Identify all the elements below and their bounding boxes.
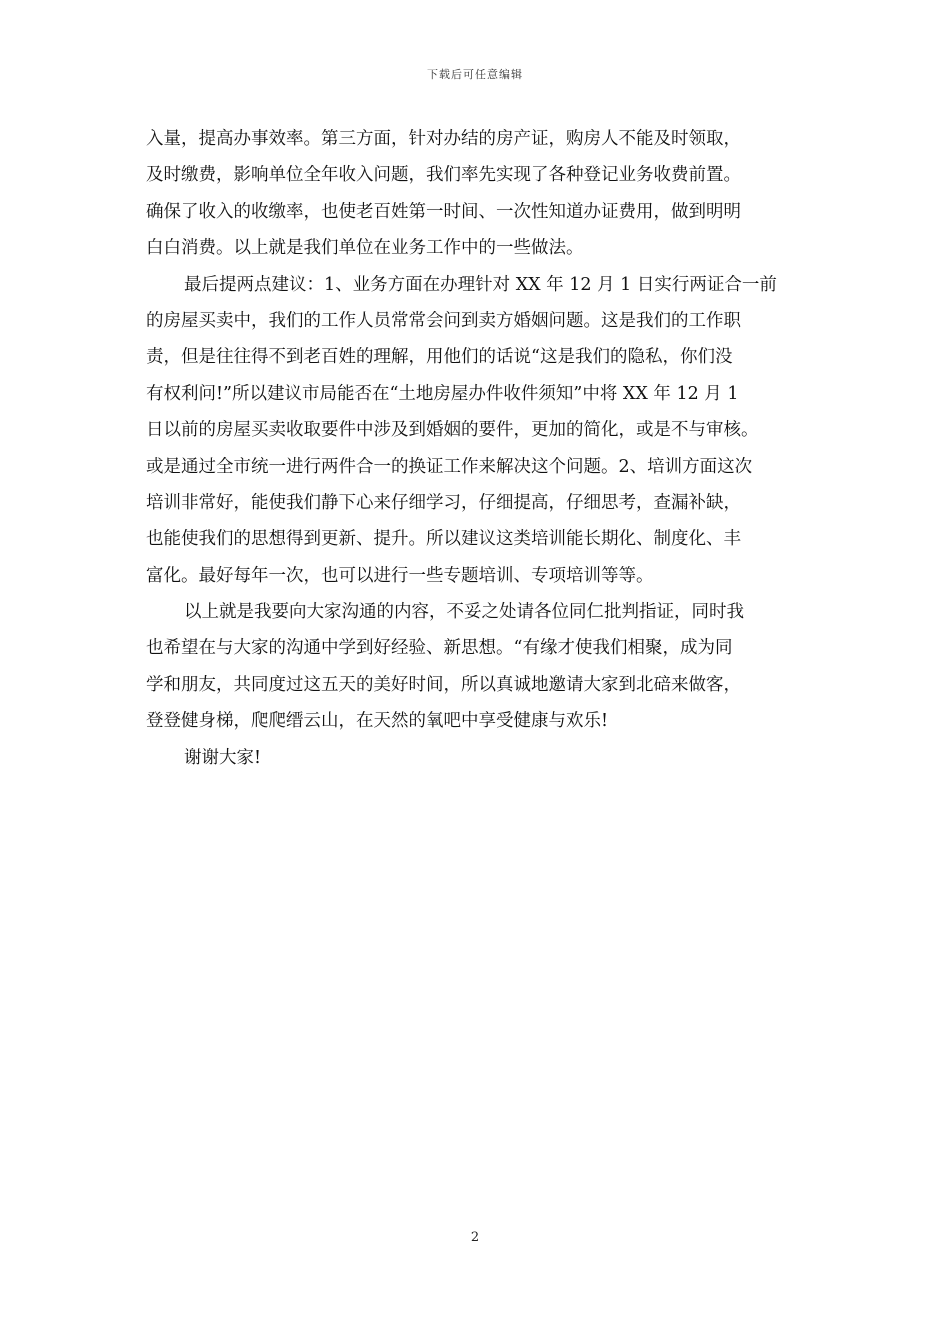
body-line: 的房屋买卖中，我们的工作人员常常会问到卖方婚姻问题。这是我们的工作职	[146, 310, 741, 331]
body-line: 有权利问!”所以建议市局能否在“土地房屋办件收件须知”中将 XX 年 12 月 1	[146, 383, 739, 404]
body-line: 也能使我们的思想得到更新、提升。所以建议这类培训能长期化、制度化、丰	[146, 529, 741, 550]
page-header: 下载后可任意编辑	[427, 68, 523, 81]
body-line: 或是通过全市统一进行两件合一的换证工作来解决这个问题。2、培训方面这次	[146, 456, 753, 477]
body-line: 及时缴费，影响单位全年收入问题，我们率先实现了各种登记业务收费前置。	[146, 165, 741, 186]
closing-line: 谢谢大家!	[184, 747, 262, 768]
body-line: 学和朋友，共同度过这五天的美好时间，所以真诚地邀请大家到北碚来做客，	[146, 674, 741, 695]
body-line: 确保了收入的收缴率，也使老百姓第一时间、一次性知道办证费用，做到明明	[146, 201, 741, 222]
body-line: 入量，提高办事效率。第三方面，针对办结的房产证，购房人不能及时领取，	[146, 129, 741, 149]
body-line: 富化。最好每年一次，也可以进行一些专题培训、专项培训等等。	[146, 565, 654, 586]
body-line: 也希望在与大家的沟通中学到好经验、新思想。“有缘才使我们相聚，成为同	[146, 638, 733, 659]
body-line: 责，但是往往得不到老百姓的理解，用他们的话说“这是我们的隐私，你们没	[146, 347, 733, 368]
body-line: 培训非常好，能使我们静下心来仔细学习，仔细提高，仔细思考，查漏补缺，	[146, 492, 741, 513]
page-number: 2	[470, 1230, 480, 1245]
paragraph-start-line: 以上就是我要向大家沟通的内容，不妥之处请各位同仁批判指证，同时我	[184, 602, 744, 623]
body-line: 登登健身梯，爬爬缙云山，在天然的氧吧中享受健康与欢乐!	[146, 711, 609, 732]
document-body	[146, 121, 816, 776]
body-line: 日以前的房屋买卖收取要件中涉及到婚姻的要件，更加的简化，或是不与审核。	[146, 420, 759, 441]
paragraph-start-line: 最后提两点建议：1、业务方面在办理针对 XX 年 12 月 1 日实行两证合一前	[184, 274, 777, 295]
body-line: 白白消费。以上就是我们单位在业务工作中的一些做法。	[146, 238, 584, 259]
